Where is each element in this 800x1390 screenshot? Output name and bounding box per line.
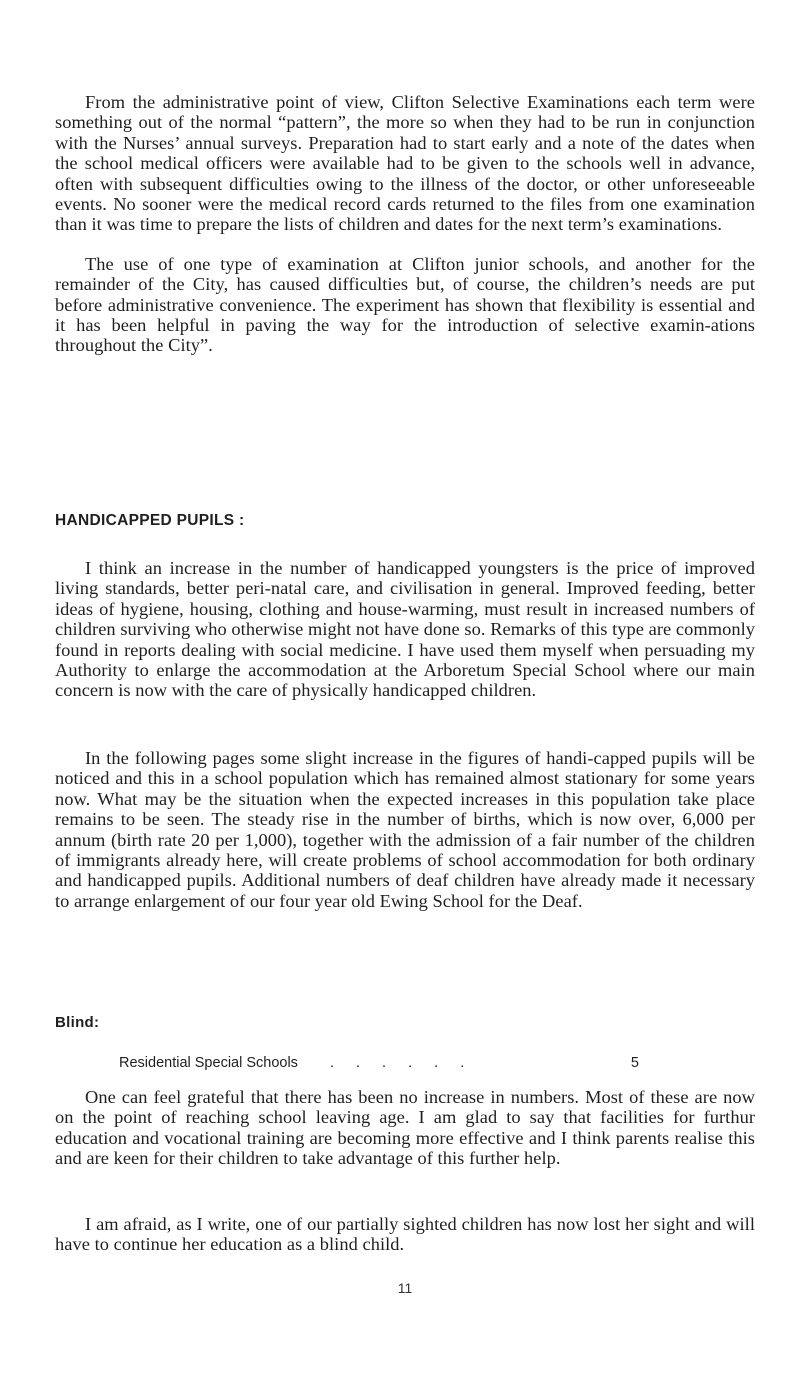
subheading-blind: Blind: — [55, 1014, 100, 1031]
paragraph-blind-numbers: One can feel grateful that there has been no increase in numbers. Most of these are now on the point of reaching school leaving age. I am glad to say that facilities for furthur education and vocational training are becoming more effective and I think parents realise this and are keen for their children to take advantage of this further help. — [55, 1087, 755, 1169]
paragraph-partially-sighted: I am afraid, as I write, one of our partially sighted children has now lost her sight and will have to continue her education as a blind child. — [55, 1214, 755, 1255]
leader-dots: . . . . . . — [329, 1055, 474, 1071]
document-page — [55, 92, 755, 1296]
residential-schools-label: Residential Special Schools — [119, 1055, 298, 1071]
section-heading-handicapped-pupils: HANDICAPPED PUPILS : — [55, 512, 245, 529]
paragraph-school-population: In the following pages some slight increase in the figures of handi-capped pupils will be noticed and this in a school population which has remained almost stationary for some years now. What may be the situation when the expected increases in this population take place remains to be seen. The steady rise in the number of births, which is now over, 6,000 per annum (birth rate 20 per 1,000), together with the admission of a fair number of the children of immigrants already here, will create problems of school accommodation for both ordinary and handicapped pupils. Additional numbers of deaf children have already made it necessary to arrange enlargement of our four year old Ewing School for the Deaf. — [55, 748, 755, 911]
residential-schools-row — [119, 1055, 639, 1071]
paragraph-examination-types: The use of one type of examination at Clifton junior schools, and another for the remainder of the City, has caused difficulties but, of course, the children’s needs are put before administrative convenience. The experiment has shown that flexibility is essential and it has been helpful in paving the way for the introduction of selective examin-ations throughout the City”. — [55, 253, 755, 356]
paragraph-handicapped-increase: I think an increase in the number of handicapped youngsters is the price of improved living standards, better peri-natal care, and civilisation in general. Improved feeding, better ideas of hygiene, housing, clothing and house-warming, must result in increased numbers of children surviving who otherwise might not have done so. Remarks of this type are commonly found in reports dealing with social medicine. I have used them myself when persuading my Authority to enlarge the accommodation at the Arboretum Special School where our main concern is now with the care of physically handicapped children. — [55, 558, 755, 701]
paragraph-clifton-administration: From the administrative point of view, Clifton Selective Examinations each term were something out of the normal “pattern”, the more so when they had to be run in conjunction with the Nurses’ annual surveys. Preparation had to start early and a note of the dates when the school medical officers were available had to be given to the schools well in advance, often with subsequent difficulties owing to the illness of the doctor, or other unforeseeable events. No sooner were the medical record cards returned to the files from one examination than it was time to prepare the lists of children and dates for the next term’s examinations. — [55, 92, 755, 235]
residential-schools-count: 5 — [630, 1055, 639, 1071]
page-number: 11 — [397, 1280, 413, 1296]
